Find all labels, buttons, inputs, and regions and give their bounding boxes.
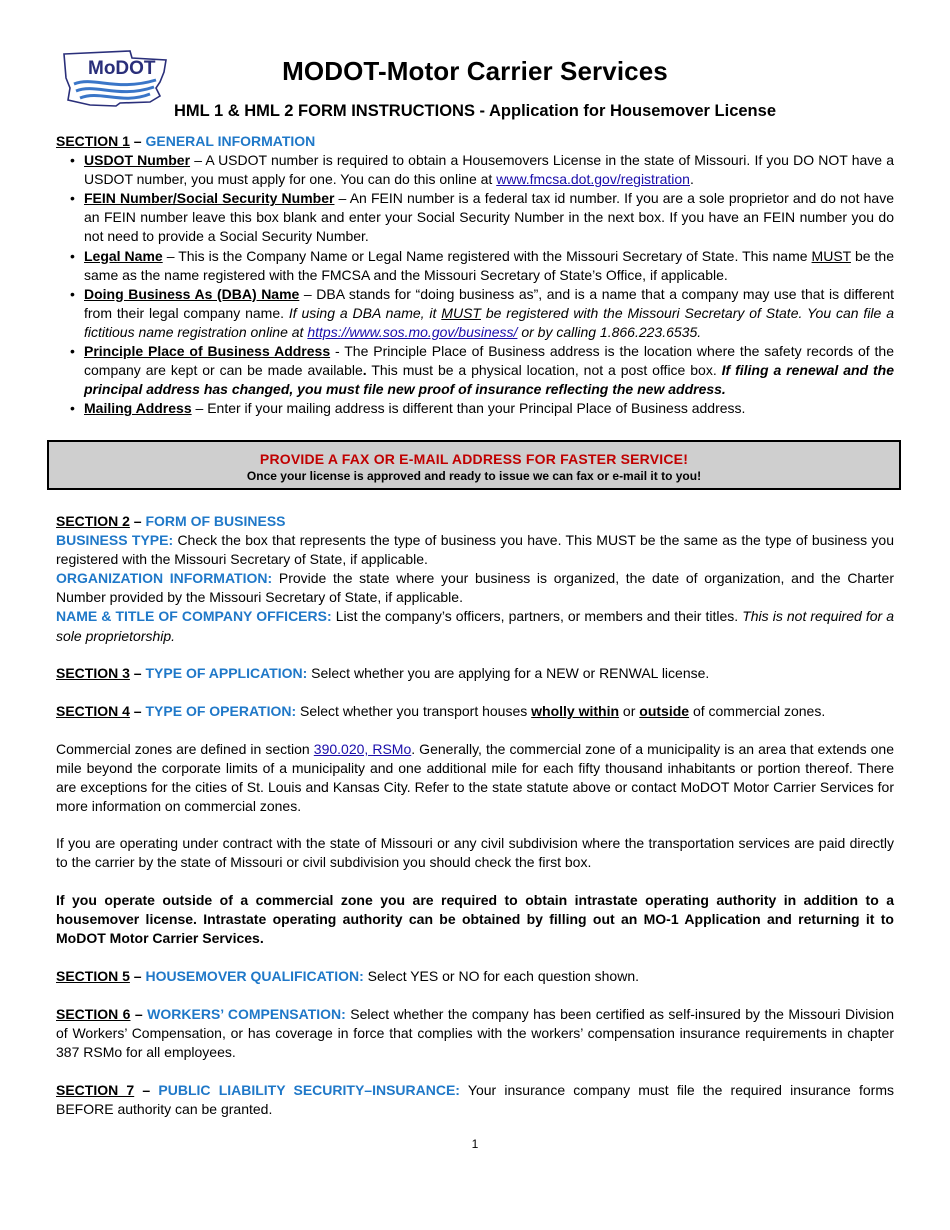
list-item-fein xyxy=(56,189,894,246)
item-emphasis: MUST xyxy=(441,304,481,321)
item-text: – DBA stands for “doing business as”, and is a name that a company may use that is different from their legal company name. xyxy=(84,285,894,321)
section-7-number: SECTION 7 xyxy=(56,1082,135,1098)
section-5-text: Select YES or NO for each question shown. xyxy=(363,968,640,984)
paragraph-italic: This is not required for a sole proprietorship. xyxy=(56,608,894,644)
section-4-number: SECTION 4 xyxy=(56,703,130,719)
section-5-title: HOUSEMOVER QUALIFICATION: xyxy=(145,968,364,984)
section-1-number: SECTION 1 xyxy=(56,133,130,149)
section-2-heading xyxy=(56,512,894,531)
section-1 xyxy=(56,132,894,418)
item-text: This must be a physical location, not a post office box. xyxy=(366,362,722,379)
notice-headline: PROVIDE A FAX OR E-MAIL ADDRESS FOR FASTER SERVICE! xyxy=(259,451,689,467)
term-mailing-address: Mailing Address xyxy=(84,400,192,417)
item-text: . xyxy=(689,171,694,188)
item-text: – A USDOT number is required to obtain a Housemovers License in the state of Missouri. If you DO NOT have a USDOT number, you must apply for one. You can do this online at xyxy=(84,152,894,188)
paragraph-text: . Generally, the commercial zone of a municipality is an area that extends one mile beyond the corporate limits of a municipality and one additional mile for each fifty thousand inhabitants or portion thereof. There are exceptions for the cities of St. Louis and Kansas City. Refer to the state statute above or contact MoDOT Motor Carrier Services for more information on commercial zones. xyxy=(56,741,895,815)
section-7 xyxy=(56,1081,894,1119)
rsmo-390-link[interactable]: 390.020, RSMo xyxy=(313,741,412,757)
item-text: - The Principle Place of Business address is the location where the safety records of the company are kept or can be made available xyxy=(84,343,894,379)
section-6-dash: – xyxy=(130,1006,148,1022)
term-principal-address: Principle Place of Business Address xyxy=(84,343,331,360)
list-item-dba xyxy=(56,285,894,342)
paragraph-text: List the company’s officers, partners, or members and their titles. xyxy=(331,608,743,625)
business-type-paragraph xyxy=(56,531,894,569)
paragraph-text: Commercial zones are defined in section xyxy=(56,741,314,757)
section-3-number: SECTION 3 xyxy=(56,665,130,681)
fmcsa-registration-link[interactable]: www.fmcsa.dot.gov/registration xyxy=(496,171,690,188)
section-3-dash: – xyxy=(129,665,146,681)
term-usdot: USDOT Number xyxy=(84,152,191,169)
section-1-list xyxy=(56,151,894,418)
section-4-text: Select whether you transport houses xyxy=(296,703,532,719)
list-item-legal-name xyxy=(56,247,894,285)
section-5-dash: – xyxy=(129,968,146,984)
item-text: – Enter if your mailing address is different than your Principal Place of Business address. xyxy=(191,400,746,417)
section-4-title: TYPE OF OPERATION: xyxy=(145,703,297,719)
item-text: be the same as the name registered with the FMCSA and the Missouri Secretary of State’s Office, if applicable. xyxy=(84,247,894,283)
fax-email-notice xyxy=(47,440,901,490)
notice-subline: Once your license is approved and ready to issue we can fax or e-mail it to you! xyxy=(246,469,702,483)
section-3 xyxy=(56,664,894,683)
section-5 xyxy=(56,967,894,986)
item-text: – This is the Company Name or Legal Name registered with the Missouri Secretary of State. This name xyxy=(162,247,812,264)
section-7-title: PUBLIC LIABILITY SECURITY–INSURANCE: xyxy=(158,1082,460,1098)
section-2 xyxy=(56,512,894,646)
section-4-dash: – xyxy=(129,703,146,719)
section-6-title: WORKERS’ COMPENSATION: xyxy=(147,1006,346,1022)
page-subtitle: HML 1 & HML 2 FORM INSTRUCTIONS - Application for Housemover License xyxy=(173,102,776,120)
page-number: 1 xyxy=(471,1137,479,1151)
wholly-within-emphasis: wholly within xyxy=(531,703,620,719)
paragraph-text: Check the box that represents the type of business you have. This MUST be the same as the type of business you registered with the Missouri Secretary of State, if applicable. xyxy=(56,532,894,568)
term-legal-name: Legal Name xyxy=(84,247,163,264)
modot-logo xyxy=(60,48,170,108)
section-6-number: SECTION 6 xyxy=(56,1006,131,1022)
page-title: MODOT-Motor Carrier Services xyxy=(282,56,668,86)
contract-paragraph: If you are operating under contract with the state of Missouri or any civil subdivision where the transportation services are paid directly to the carrier by the state of Missouri or civil subdivision you should check the first box. xyxy=(56,835,894,871)
item-italic: or by calling 1.866.223.6535. xyxy=(517,323,702,340)
section-2-title: FORM OF BUSINESS xyxy=(145,513,286,529)
section-1-dash: – xyxy=(129,133,146,149)
section-4-text: or xyxy=(619,703,640,719)
section-4-text: of commercial zones. xyxy=(689,703,826,719)
section-4 xyxy=(56,702,894,721)
section-6 xyxy=(56,1005,894,1062)
organization-info-label: ORGANIZATION INFORMATION: xyxy=(56,570,273,587)
section-1-title: GENERAL INFORMATION xyxy=(145,133,316,149)
section-5-number: SECTION 5 xyxy=(56,968,130,984)
list-item-mailing-address xyxy=(56,399,894,418)
logo-text: MoDOT xyxy=(88,58,156,79)
item-italic: If using a DBA name, it xyxy=(288,304,442,321)
section-6-text: Select whether the company has been certified as self-insured by the Missouri Division of Workers’ Compensation, or has coverage in force that complies with the workers’ compensation insurance requirements in chapter 387 RSMo for all employees. xyxy=(56,1006,894,1061)
officers-paragraph xyxy=(56,607,894,645)
item-italic: be registered with the Missouri Secretary of State. You can file a fictitious name registration online at xyxy=(84,304,894,340)
intrastate-authority-paragraph: If you operate outside of a commercial zone you are required to obtain intrastate operating authority in addition to a housemover license. Intrastate operating authority can be obtained by filling out an MO-1 Application and returning it to MoDOT Motor Carrier Services. xyxy=(56,892,894,947)
organization-info-paragraph xyxy=(56,569,894,607)
business-type-label: BUSINESS TYPE: xyxy=(56,532,174,549)
officers-label: NAME & TITLE OF COMPANY OFFICERS: xyxy=(56,608,332,625)
item-emphasis: MUST xyxy=(811,247,851,264)
section-3-title: TYPE OF APPLICATION: xyxy=(145,665,308,681)
item-bold-italic: If filing a renewal and the principal address has changed, you must file new proof of insurance reflecting the new address. xyxy=(84,362,895,398)
outside-emphasis: outside xyxy=(639,703,690,719)
term-dba: Doing Business As (DBA) Name xyxy=(84,285,300,302)
item-text: . xyxy=(362,362,367,379)
list-item-principal-address xyxy=(56,342,894,399)
section-1-heading xyxy=(56,132,894,151)
list-item-usdot xyxy=(56,151,894,189)
paragraph-text: Provide the state where your business is organized, the date of organization, and the Charter Number provided by the Missouri Secretary of State, if applicable. xyxy=(56,570,895,606)
section-3-text: Select whether you are applying for a NEW or RENWAL license. xyxy=(307,665,710,681)
section-7-dash: – xyxy=(134,1082,159,1098)
item-text: – An FEIN number is a federal tax id number. If you are a sole proprietor and do not have an FEIN number leave this box blank and enter your Social Security Number in the next box. If you have an FEIN number you do not need to provide a Social Security Number. xyxy=(84,190,894,245)
sos-business-link[interactable]: https://www.sos.mo.gov/business/ xyxy=(307,323,518,340)
section-2-number: SECTION 2 xyxy=(56,513,130,529)
section-2-dash: – xyxy=(129,513,146,529)
section-7-text: Your insurance company must file the required insurance forms BEFORE authority can be granted. xyxy=(56,1082,895,1118)
commercial-zones-paragraph xyxy=(56,740,894,816)
term-fein: FEIN Number/Social Security Number xyxy=(84,190,335,207)
